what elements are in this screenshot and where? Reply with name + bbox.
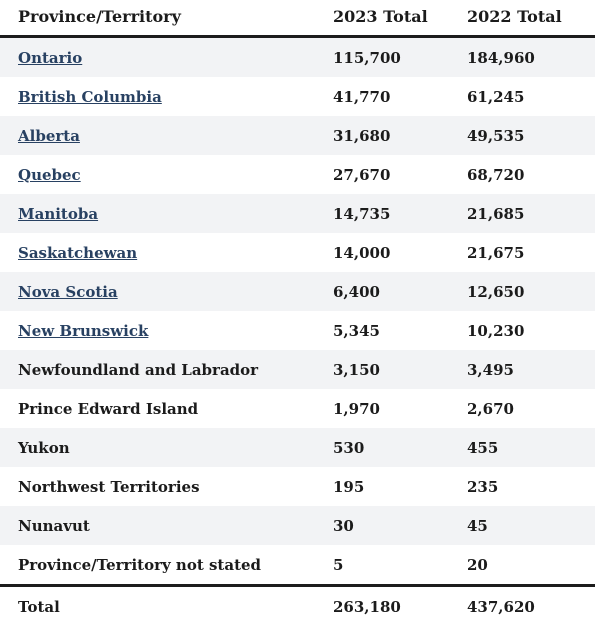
- value-2023: 14,735: [333, 204, 391, 223]
- value-2023: 14,000: [333, 243, 391, 262]
- col-header-province-territory: Province/Territory: [0, 0, 333, 37]
- value-2022: 184,960: [467, 48, 535, 67]
- province-cell: [0, 155, 333, 194]
- value-2023: 1,970: [333, 399, 380, 418]
- value-2023: 5,345: [333, 321, 380, 340]
- province-link[interactable]: Manitoba: [18, 204, 99, 223]
- table-row: [0, 77, 595, 116]
- col-header-2023-total: 2023 Total: [333, 0, 467, 37]
- province-link[interactable]: Ontario: [18, 48, 83, 67]
- total-row: [0, 586, 595, 628]
- value-2023: 3,150: [333, 360, 380, 379]
- total-label: Total: [0, 586, 333, 628]
- total-value-2022: 437,620: [467, 586, 595, 628]
- province-cell: Newfoundland and Labrador: [18, 360, 259, 379]
- value-2022: 45: [467, 516, 488, 535]
- province-cell: Prince Edward Island: [18, 399, 199, 418]
- table-row: [0, 467, 595, 506]
- value-2022: 12,650: [467, 282, 525, 301]
- table-row: [0, 194, 595, 233]
- table-row: [0, 272, 595, 311]
- province-link[interactable]: Nova Scotia: [18, 282, 118, 301]
- table-row: [0, 233, 595, 272]
- col-header-2022-total: 2022 Total: [467, 0, 595, 37]
- value-2022: 3,495: [467, 360, 514, 379]
- value-2022: 61,245: [467, 87, 525, 106]
- table-row: [0, 350, 595, 389]
- province-cell: Yukon: [18, 438, 70, 457]
- value-2023: 6,400: [333, 282, 380, 301]
- table-row: [0, 155, 595, 194]
- table-row: [0, 428, 595, 467]
- province-cell: Nunavut: [18, 516, 90, 535]
- value-2023: 30: [333, 516, 354, 535]
- value-2022: 21,685: [467, 204, 525, 223]
- table-row: [0, 311, 595, 350]
- table-footer: [0, 586, 595, 628]
- value-2022: 235: [467, 477, 499, 496]
- province-cell: [0, 77, 333, 116]
- value-2022: 455: [467, 438, 499, 457]
- table-body: [0, 37, 595, 586]
- value-2022: 10,230: [467, 321, 525, 340]
- total-value-2023: 263,180: [333, 586, 467, 628]
- table-row: [0, 389, 595, 428]
- value-2023: 31,680: [333, 126, 391, 145]
- value-2022: 49,535: [467, 126, 525, 145]
- province-link[interactable]: Quebec: [18, 165, 81, 184]
- value-2022: 20: [467, 555, 488, 574]
- province-cell: [0, 37, 333, 78]
- table-row: [0, 116, 595, 155]
- province-cell: [0, 272, 333, 311]
- province-link[interactable]: British Columbia: [18, 87, 162, 106]
- province-cell: [0, 116, 333, 155]
- province-cell: Province/Territory not stated: [18, 555, 262, 574]
- table-header: [0, 0, 595, 37]
- value-2023: 530: [333, 438, 365, 457]
- value-2023: 195: [333, 477, 365, 496]
- value-2022: 21,675: [467, 243, 525, 262]
- value-2023: 27,670: [333, 165, 391, 184]
- province-link[interactable]: Saskatchewan: [18, 243, 138, 262]
- table-row: [0, 37, 595, 78]
- province-cell: [0, 194, 333, 233]
- province-link[interactable]: Alberta: [18, 126, 80, 145]
- table-row: [0, 545, 595, 586]
- province-cell: [0, 233, 333, 272]
- province-link[interactable]: New Brunswick: [18, 321, 149, 340]
- value-2022: 2,670: [467, 399, 514, 418]
- table-row: [0, 506, 595, 545]
- province-cell: Northwest Territories: [18, 477, 200, 496]
- header-row: [0, 0, 595, 37]
- value-2023: 41,770: [333, 87, 391, 106]
- value-2023: 5: [333, 555, 344, 574]
- value-2022: 68,720: [467, 165, 525, 184]
- value-2023: 115,700: [333, 48, 401, 67]
- province-cell: [0, 311, 333, 350]
